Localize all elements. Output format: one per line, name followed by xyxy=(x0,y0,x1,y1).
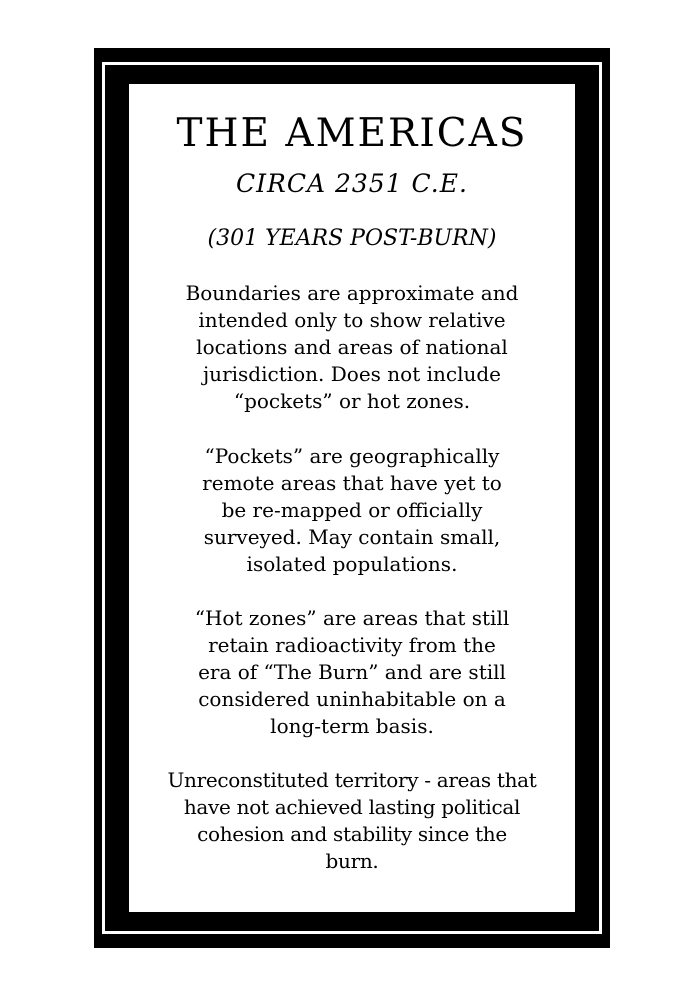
hot-zones-note: “Hot zones” are areas that still retain radioactivity from the era of “The Burn” and are still considered uninhabitable on a long-term basis. xyxy=(194,606,510,738)
boundaries-note: Boundaries are approximate and intended only to show relative locations and areas of national jurisdiction. Does not include “pockets” or hot zones. xyxy=(185,281,519,413)
thin-white-border xyxy=(102,62,602,934)
outer-black-border xyxy=(94,48,610,948)
thin-black-border xyxy=(105,65,599,931)
pockets-note: “Pockets” are geographically remote areas that have yet to be re-mapped or officially surveyed. May contain small, isolated populations. xyxy=(202,444,502,576)
map-legend-panel xyxy=(129,84,575,912)
date-subtitle: CIRCA 2351 C.E. xyxy=(236,169,468,198)
page-title: THE AMERICAS xyxy=(176,111,528,156)
unreconstituted-territory-note: Unreconstituted territory - areas that have not achieved lasting political cohesion and stability since the burn. xyxy=(167,768,537,873)
years-post-burn: (301 YEARS POST-BURN) xyxy=(207,226,497,251)
